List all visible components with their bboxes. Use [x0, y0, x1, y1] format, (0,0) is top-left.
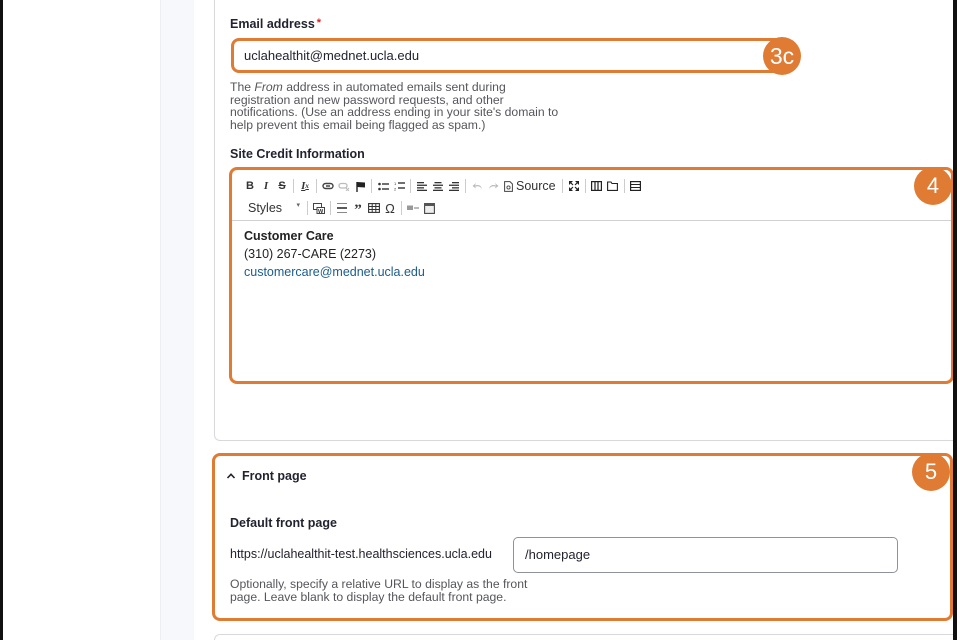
credit-phone: (310) 267-CARE (2273): [244, 247, 377, 261]
toolbar-separator: [401, 201, 402, 215]
required-marker: *: [316, 17, 322, 29]
blockquote-button[interactable]: [350, 199, 366, 217]
svg-text:1: 1: [393, 181, 396, 186]
show-blocks-icon: [591, 181, 602, 191]
div-container-button[interactable]: [628, 177, 644, 195]
callout-badge-5: 5: [912, 453, 950, 491]
toolbar-separator: [371, 179, 372, 193]
description-line: address in automated emails sent during: [286, 80, 506, 94]
front-page-summary-toggle[interactable]: [226, 469, 307, 483]
maximize-button[interactable]: [566, 177, 582, 195]
bold-button[interactable]: B: [246, 180, 254, 192]
site-credit-editor: [229, 167, 954, 384]
svg-text:W: W: [318, 208, 324, 214]
chevron-up-icon: [226, 471, 236, 481]
toolbar-separator: [562, 179, 563, 193]
default-front-page-input[interactable]: [513, 537, 898, 573]
italic-button[interactable]: I: [263, 180, 269, 192]
front-page-summary-label: Front page: [242, 469, 307, 483]
toolbar-separator: [330, 201, 331, 215]
table-icon: [368, 203, 380, 213]
iframe-icon: [424, 203, 435, 214]
email-address-description: [230, 81, 610, 131]
front-page-description: [230, 578, 527, 603]
align-center-button[interactable]: [430, 177, 446, 195]
content-gutter: [160, 0, 194, 640]
email-address-label: [230, 17, 321, 31]
div-container-icon: [630, 181, 641, 191]
numbered-list-icon: [394, 181, 405, 191]
paste-from-word-icon: [313, 203, 325, 214]
align-center-icon: [433, 182, 443, 191]
editor-toolbar-row-2: [242, 198, 437, 218]
callout-badge-4: 4: [914, 167, 952, 205]
remove-format-button[interactable]: I x: [301, 180, 309, 192]
email-address-value: uclahealthit@mednet.ucla.edu: [244, 48, 420, 63]
description-line: registration and new password requests, and other: [230, 92, 504, 107]
description-line: notifications. (Use an address ending in your site's domain to: [230, 105, 559, 119]
align-right-icon: [449, 182, 459, 191]
link-button[interactable]: [320, 177, 336, 195]
omega-icon: Ω: [385, 200, 395, 216]
credit-title: Customer Care: [244, 229, 334, 243]
editor-content-area[interactable]: [244, 227, 425, 281]
site-credit-label: Site Credit Information: [230, 147, 365, 161]
flag-icon: [355, 181, 366, 192]
anchor-button[interactable]: [352, 177, 368, 195]
align-left-icon: [417, 182, 427, 191]
paste-from-word-button[interactable]: [311, 199, 327, 217]
table-button[interactable]: [366, 199, 382, 217]
email-address-input[interactable]: [231, 38, 783, 73]
show-blocks-button[interactable]: [589, 177, 605, 195]
undo-icon: [472, 182, 483, 190]
maximize-icon: [569, 181, 579, 191]
site-url-prefix: https://uclahealthit-test.healthsciences.ucla.edu: [230, 547, 492, 561]
media-embed-button[interactable]: [405, 199, 421, 217]
default-front-page-value: /homepage: [525, 547, 591, 562]
horizontal-line-button[interactable]: [334, 199, 350, 217]
toolbar-separator: [624, 179, 625, 193]
align-left-button[interactable]: [414, 177, 430, 195]
description-line: page. Leave blank to display the default front page.: [230, 589, 507, 604]
default-front-page-label: Default front page: [230, 516, 337, 530]
description-line: Optionally, specify a relative URL to display as the front: [230, 577, 528, 591]
toolbar-separator: [585, 179, 586, 193]
chevron-down-icon: ▾: [296, 202, 300, 209]
folder-icon: [607, 181, 618, 191]
window-frame-right: [953, 0, 957, 640]
email-address-label-text: Email address: [230, 17, 315, 31]
align-right-button[interactable]: [446, 177, 462, 195]
description-line: help prevent this email being flagged as spam.): [230, 117, 486, 132]
toolbar-separator: [316, 179, 317, 193]
redo-icon: [488, 182, 499, 190]
source-icon: [504, 181, 513, 192]
description-text: The: [230, 80, 255, 94]
toolbar-separator: [293, 179, 294, 193]
numbered-list-button[interactable]: [391, 177, 407, 195]
unlink-button[interactable]: [336, 177, 352, 195]
undo-button[interactable]: [469, 177, 485, 195]
styles-label: Styles: [248, 201, 283, 215]
redo-button[interactable]: [485, 177, 501, 195]
iframe-button[interactable]: [421, 199, 437, 217]
credit-email-link[interactable]: customercare@mednet.ucla.edu: [244, 265, 425, 279]
callout-badge-3c: 3c: [763, 37, 801, 75]
editor-toolbar-row-1: [242, 176, 644, 196]
toolbar-separator: [465, 179, 466, 193]
next-section-panel: [214, 634, 953, 640]
toolbar-separator: [307, 201, 308, 215]
bulleted-list-button[interactable]: [375, 177, 391, 195]
horizontal-line-icon: [337, 203, 347, 213]
editor-toolbar-divider: [232, 220, 951, 221]
link-icon: [322, 182, 334, 190]
source-label: Source: [516, 179, 556, 193]
quote-icon: ”: [354, 202, 362, 218]
media-embed-icon: [407, 205, 419, 211]
bulleted-list-icon: [378, 182, 389, 191]
special-char-button[interactable]: [382, 199, 398, 217]
strikethrough-button[interactable]: S: [278, 180, 286, 192]
sidebar-area: [3, 0, 160, 640]
styles-dropdown[interactable]: [242, 201, 304, 215]
description-emphasis: From: [254, 80, 283, 94]
toolbar-separator: [410, 179, 411, 193]
source-button[interactable]: [501, 179, 559, 193]
unlink-icon: [338, 182, 350, 191]
templates-button[interactable]: [605, 177, 621, 195]
svg-text:2: 2: [393, 186, 396, 191]
